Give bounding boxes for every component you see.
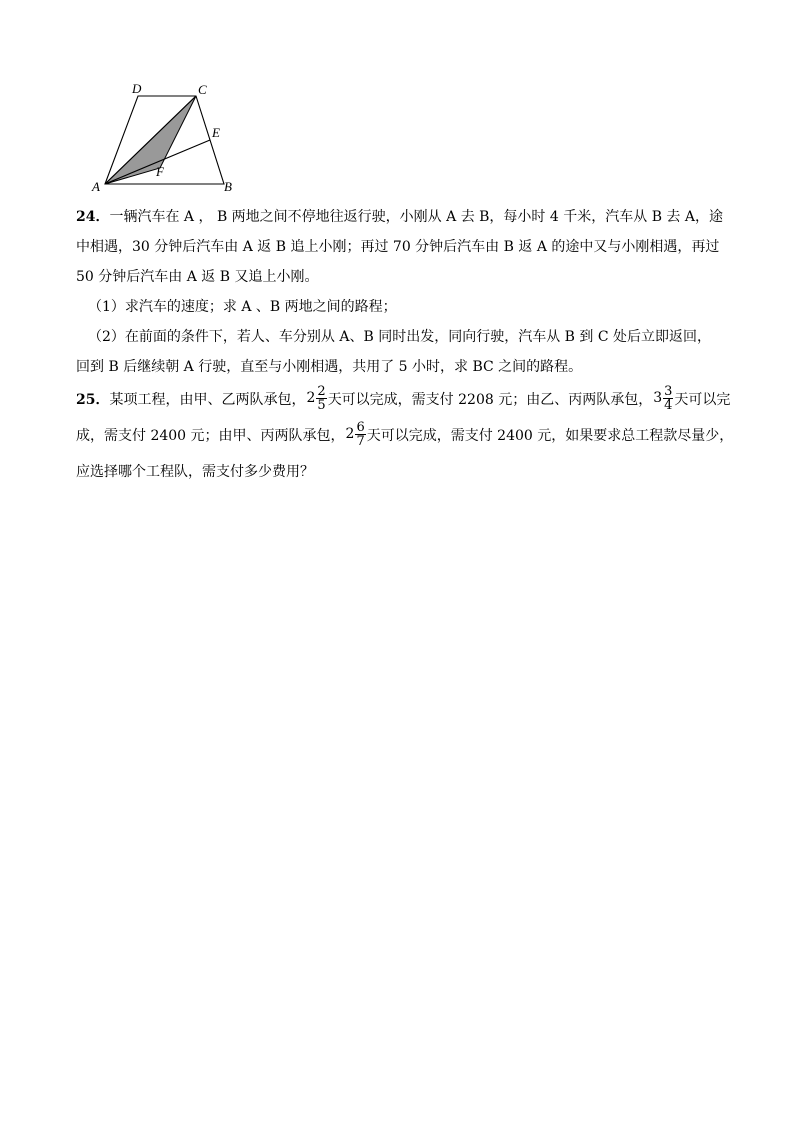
label-B: B xyxy=(224,179,232,194)
fraction-2-denominator: 4 xyxy=(664,397,673,413)
fraction-3-numerator: 6 xyxy=(356,419,365,435)
question-24 xyxy=(76,202,726,382)
question-content xyxy=(76,202,734,490)
q25-line-3: 应选择哪个工程队，需支付多少费用？ xyxy=(76,464,314,480)
label-A: A xyxy=(92,179,100,194)
q25-text-5: 天可以完成，需支付 2400 元，如果要求总工程款尽量少， xyxy=(366,428,734,444)
q24-line-3: 50 分钟后汽车由 A 返 B 又追上小刚。 xyxy=(76,269,319,285)
label-E: E xyxy=(212,125,220,140)
q24-text-1: 一辆汽车在 A ， B 两地之间不停地往返行驶，小刚从 A 去 B，每小时 4 千米，汽车从 B 去 A，途 xyxy=(109,209,723,225)
geometry-figure xyxy=(88,78,248,198)
question-number-25: 25． xyxy=(76,392,110,408)
fraction-1-denominator: 5 xyxy=(317,397,326,413)
question-25 xyxy=(76,382,734,490)
q24-part-2-line-2: 回到 B 后继续朝 A 行驶，直至与小刚相遇，共用了 5 小时，求 BC 之间的路程。 xyxy=(76,359,583,375)
q24-part-2-line-1: （2）在前面的条件下，若人、车分别从 A、B 同时出发，同向行驶，汽车从 B 到 C 处后立即返回， xyxy=(88,329,712,345)
q25-line-1 xyxy=(76,382,731,418)
q25-line-2 xyxy=(76,418,734,454)
fraction-1-whole: 2 xyxy=(306,390,316,406)
label-D: D xyxy=(132,81,142,96)
q25-text-3: 天可以完 xyxy=(674,392,731,408)
q24-line-1 xyxy=(76,202,726,232)
label-C: C xyxy=(198,82,207,97)
fraction-3-denominator: 7 xyxy=(356,433,365,449)
fraction-3-whole: 2 xyxy=(345,426,355,442)
trapezoid-diagram xyxy=(88,78,248,198)
fraction-2-numerator: 3 xyxy=(664,383,673,399)
question-number-24: 24． xyxy=(76,209,110,225)
q24-line-2: 中相遇，30 分钟后汽车由 A 返 B 追上小刚；再过 70 分钟后汽车由 B 返 A 的途中又与小刚相遇，再过 xyxy=(76,239,720,255)
fraction-1-numerator: 2 xyxy=(317,383,326,399)
mixed-fraction-1 xyxy=(306,380,326,416)
fraction-2-whole: 3 xyxy=(653,390,663,406)
q25-text-2: 天可以完成，需支付 2208 元；由乙、丙两队承包， xyxy=(327,392,653,408)
q25-text-1: 某项工程，由甲、乙两队承包， xyxy=(109,392,306,408)
q25-text-4: 成，需支付 2400 元；由甲、丙两队承包， xyxy=(76,428,345,444)
mixed-fraction-2 xyxy=(653,380,673,416)
mixed-fraction-3 xyxy=(346,416,366,452)
q24-part-1: （1）求汽车的速度；求 A 、B 两地之间的路程； xyxy=(88,299,397,315)
label-F: F xyxy=(156,164,164,179)
